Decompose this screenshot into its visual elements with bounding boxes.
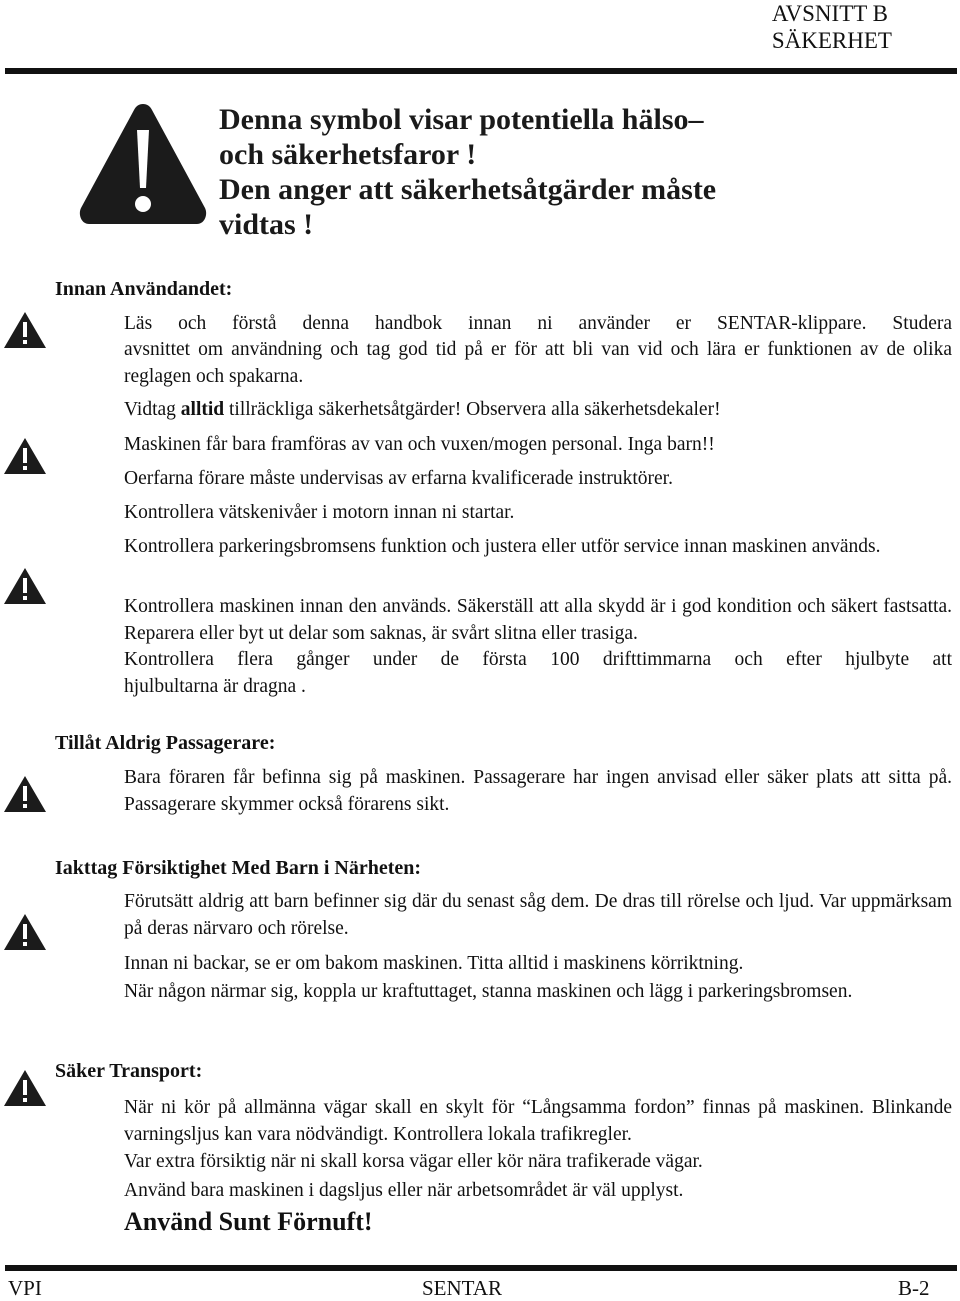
section-header-line1: AVSNITT B <box>771 1 888 26</box>
paragraph-inspect-machine: Kontrollera maskinen innan den används. Säkerställ att alla skydd är i god kondition och säkert fastsatta. Reparera eller byt ut delar som saknas, är svårt slitna eller trasiga. <box>124 596 952 644</box>
warning-triangle-icon <box>2 1068 48 1108</box>
paragraph-reversing: Innan ni backar, se er om bakom maskinen. Titta alltid i maskinens körriktning. <box>124 953 744 974</box>
header-rule <box>5 68 957 74</box>
section-title-passengers: Tillåt Aldrig Passagerare: <box>55 732 276 754</box>
footer-left: VPI <box>8 1276 42 1300</box>
warning-banner <box>219 102 716 242</box>
footer-page-number: B-2 <box>898 1276 930 1300</box>
paragraph-safety-measures <box>124 397 952 424</box>
paragraph-operators: Maskinen får bara framföras av van och vuxen/mogen personal. Inga barn!! <box>124 434 715 455</box>
paragraph-passengers: Bara föraren får befinna sig på maskinen. Passagerare har ingen anvisad eller säker plats att sitta på. Passagerare skymmer också förarens sikt. <box>124 767 952 815</box>
paragraph-daylight: Använd bara maskinen i dagsljus eller när arbetsområdet är väl upplyst. <box>124 1180 684 1201</box>
paragraph-public-roads: När ni kör på allmänna vägar skall en skylt för “Långsamma fordon” finnas på maskinen. Blinkande varningsljus kan vara nödvändigt. Kontrollera lokala trafikregler. <box>124 1097 952 1145</box>
banner-line-3: Den anger att säkerhetsåtgärder måste <box>219 173 717 206</box>
warning-triangle-icon <box>2 912 48 952</box>
warning-triangle-icon <box>2 310 48 350</box>
paragraph-parking-brake: Kontrollera parkeringsbromsens funktion och justera eller utför service innan maskinen används. <box>124 536 881 557</box>
footer-rule <box>5 1265 957 1271</box>
section-title-before-use: Innan Användandet: <box>55 278 233 300</box>
paragraph-crossing-roads: Var extra försiktig när ni skall korsa vägar eller kör nära trafikerade vägar. <box>124 1151 703 1172</box>
banner-line-1: Denna symbol visar potentiella hälso– <box>219 103 704 136</box>
paragraph-wheel-bolts-end: hjulbultarna är dragna . <box>124 676 306 697</box>
footer-center: SENTAR <box>422 1276 502 1300</box>
section-header <box>772 0 892 54</box>
section-header-line2: SÄKERHET <box>771 28 892 53</box>
section-title-children: Iakttag Försiktighet Med Barn i Närheten: <box>55 857 422 879</box>
paragraph-wheel-bolts: Kontrollera flera gånger under de första 100 drifttimmarna och efter hjulbyte att <box>124 649 952 670</box>
emphasis: alltid <box>180 399 225 420</box>
warning-triangle-icon <box>2 436 48 476</box>
warning-triangle-icon <box>2 774 48 814</box>
warning-triangle-icon <box>2 566 48 606</box>
paragraph-read-manual-rest: avsnittet om användning och tag god tid på er för att bli van vid och lära er funktionen av de olika reglagen och spakarna. <box>124 339 952 387</box>
paragraph-fluid-levels: Kontrollera vätskenivåer i motorn innan ni startar. <box>124 502 515 523</box>
paragraph-children-location: Förutsätt aldrig att barn befinner sig där du senast såg dem. De dras till rörelse och ljud. Var uppmärksam på deras närvaro och rörelse. <box>124 891 952 939</box>
paragraph-someone-approaches: När någon närmar sig, koppla ur kraftuttaget, stanna maskinen och lägg i parkeringsbromsen. <box>124 981 853 1002</box>
closing-statement: Använd Sunt Förnuft! <box>124 1207 373 1236</box>
section-title-transport: Säker Transport: <box>55 1060 203 1082</box>
banner-line-2: och säkerhetsfaror ! <box>219 138 477 171</box>
large-warning-triangle-icon <box>77 100 209 228</box>
paragraph-read-manual-first: Läs och förstå denna handbok innan ni använder er SENTAR-klippare. Studera <box>124 313 952 334</box>
text: Vidtag <box>124 399 181 420</box>
banner-line-4: vidtas ! <box>219 208 314 241</box>
paragraph-training: Oerfarna förare måste undervisas av erfarna kvalificerade instruktörer. <box>124 468 673 489</box>
text: tillräckliga säkerhetsåtgärder! Observera alla säkerhetsdekaler! <box>224 399 721 420</box>
